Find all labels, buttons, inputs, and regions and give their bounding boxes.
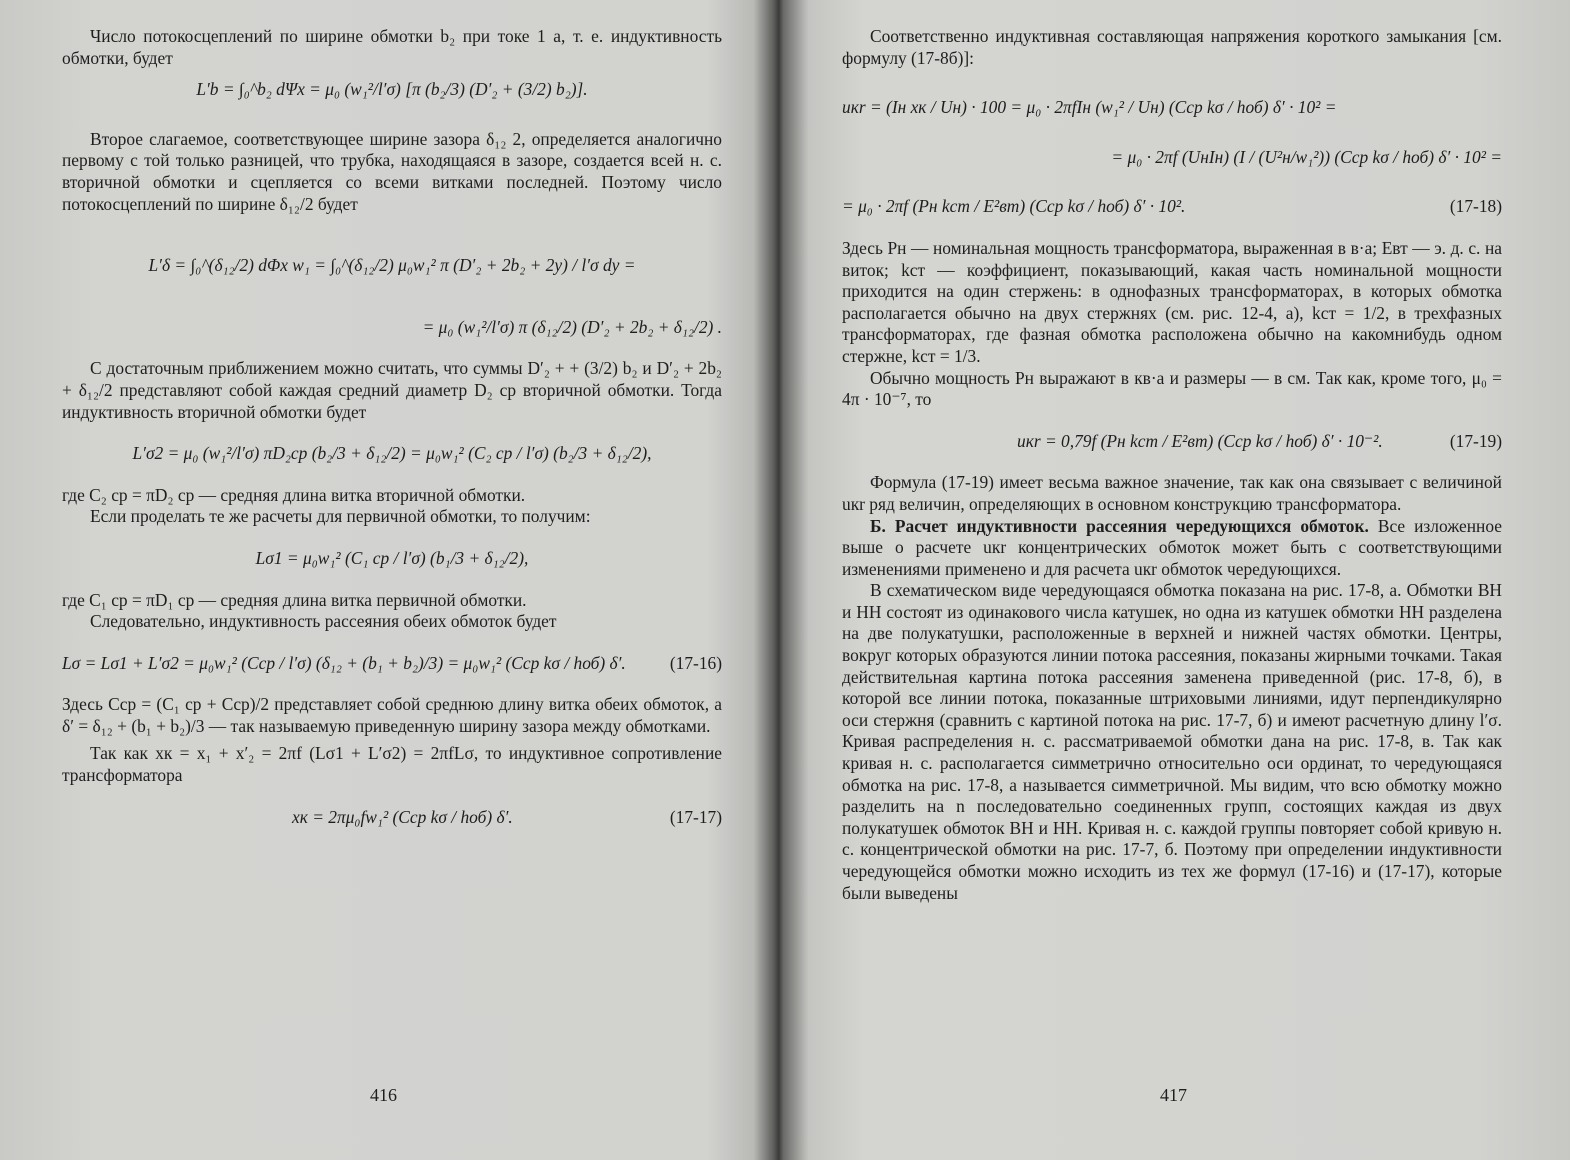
- paragraph: Следовательно, индуктивность рассеяния обеих обмоток будет: [90, 611, 557, 632]
- section-paragraph: [842, 516, 1502, 581]
- formula-lsigma2: L′σ2 = μ₀ (w₁²/l′σ) πD₂ср (b₂/3 + δ₁₂/2) = μ₀w₁² (C₂ ср / l′σ) (b₂/3 + δ₁₂/2),: [132, 443, 652, 464]
- equation-number: (17-19): [1449, 430, 1502, 451]
- formula-lsigma1: Lσ1 = μ₀w₁² (C₁ ср / l′σ) (b₁/3 + δ₁₂/2),: [255, 547, 529, 568]
- paragraph: Если проделать те же расчеты для первичной обмотки, то получим:: [90, 506, 591, 527]
- equation-body: xк = 2πμ₀fw₁² (Cср kσ / hоб) δ′.: [292, 806, 513, 827]
- equation-body: Lσ = Lσ1 + L′σ2 = μ₀w₁² (Cср / l′σ) (δ₁₂ + (b₁ + b₂)/3) = μ₀w₁² (Cср kσ / hоб) δ′.: [62, 652, 626, 673]
- paragraph: С достаточным приближением можно считать, что суммы D′₂ + + (3/2) b₂ и D′₂ + 2b₂ + δ₁₂/2 представляют собой каждая средний диаметр D₂ ср вторичной обмотки. Тогда индуктивность вторичной обмотки будет: [62, 358, 722, 422]
- equation-body: = μ₀ · 2πf (Pн kст / E²вт) (Cср kσ / hоб) δ′ · 10².: [842, 196, 1186, 217]
- paragraph: Здесь Cср = (C₁ ср + Cср)/2 представляет собой среднюю длину витка обеих обмоток, а δ′ = δ₁₂ + (b₁ + b₂)/3 — так называемую приведенную ширину зазора между обмотками.: [62, 694, 722, 736]
- equation-17-18: [842, 196, 1502, 218]
- paragraph: Так как xк = x₁ + x′₂ = 2πf (Lσ1 + L′σ2) = 2πfLσ, то индуктивное сопротивление трансформатора: [62, 743, 722, 786]
- paragraph: Соответственно индуктивная составляющая напряжения короткого замыкания [см. формулу (17-8б)]:: [842, 26, 1502, 68]
- paragraph: Число потокосцеплений по ширине обмотки b₂ при токе 1 а, т. е. индуктивность обмотки, будет: [62, 26, 722, 68]
- paragraph: где C₂ ср = πD₂ ср — средняя длина витка вторичной обмотки.: [62, 484, 526, 505]
- right-column: [842, 26, 1502, 904]
- formula-lb: L′b = ∫₀^b₂ dΨx = μ₀ (w₁²/l′σ) [π (b₂/3) (D′₂ + (3/2) b₂)].: [196, 79, 588, 100]
- formula-ldelta-result: = μ₀ (w₁²/l′σ) π (δ₁₂/2) (D′₂ + 2b₂ + δ₁₂/2) .: [422, 316, 722, 337]
- paragraph: В схематическом виде чередующаяся обмотка показана на рис. 17-8, а. Обмотки ВН и НН состоят из одинакового числа катушек, но одна из катушек обмотки НН разделена на две полукатушки, расположенные в верхней и нижней частях обмотки. Центры, вокруг которых образуются линии потока рассеяния, показаны жирными точками. Такая действительная картина потока рассеяния заменена приведенной (рис. 17-8, б), в которой все линии потока, показанные штриховыми линиями, идут перпендикулярно оси стержня (сравнить с картиной потока на рис. 17-7, б) и имеют расчетную длину l′σ. Кривая распределения н. с. рассматриваемой обмотки дана на рис. 17-8, в. Так как кривая н. с. располагается симметрично относительно оси ординат, то чередующаяся обмотка на рис. 17-8, а называется симметричной. Мы видим, что всю обмотку можно разделить на n последовательно соединенных групп, состоящих каждая из двух полукатушек обмоток ВН и НН. Кривая н. с. каждой группы повторяет собой кривую н. с. концентрической обмотки на рис. 17-7, б. Поэтому при определении индуктивности чередующейся обмотки можно исходить из тех же формул (17-16) и (17-17), которые были выведены: [842, 580, 1502, 903]
- equation-17-16: [62, 653, 722, 675]
- section-text: Все изложенное выше о расчете uкr концентрических обмоток может быть с соответствующими изменениями применено и для расчета uкr обмоток чередующихся.: [842, 515, 1502, 579]
- paragraph: Обычно мощность Pн выражают в кв·а и размеры — в см. Так как, кроме того, μ₀ = 4π · 10⁻⁷, то: [842, 367, 1502, 410]
- formula-ldelta: L′δ = ∫₀^(δ₁₂/2) dΦx w₁ = ∫₀^(δ₁₂/2) μ₀w₁² π (D′₂ + 2b₂ + 2y) / l′σ dy =: [148, 255, 636, 276]
- equation-17-17: [62, 807, 722, 829]
- paragraph: Формула (17-19) имеет весьма важное значение, так как она связывает с величиной uкr ряд величин, определяющих в основном конструкцию трансформатора.: [842, 472, 1502, 514]
- section-heading: Б. Расчет индуктивности рассеяния чередующихся обмоток.: [870, 515, 1369, 536]
- page-number: 417: [1160, 1085, 1187, 1105]
- formula-ukr: uкr = (Iн xк / Uн) · 100 = μ₀ · 2πfIн (w₁² / Uн) (Cср kσ / hоб) δ′ · 10² =: [842, 97, 1337, 118]
- equation-number: (17-17): [669, 806, 722, 827]
- formula-ukr-cont: = μ₀ · 2πf (UнIн) (I / (U²н/w₁²)) (Cср kσ / hоб) δ′ · 10² =: [1111, 146, 1502, 167]
- page-number: 416: [370, 1085, 397, 1105]
- left-page: [0, 0, 778, 1160]
- paragraph: Здесь Pн — номинальная мощность трансформатора, выраженная в в·а; Eвт — э. д. с. на виток; kст — коэффициент, показывающий, какая часть номинальной мощности приходится на один стержень: в однофазных трансформаторах, в которых обмотка располагается обычно на двух стержнях (см. рис. 12-4, а), kст = 1/2, в трехфазных трансформаторах, где фазная обмотка расположена обычно на какомнибудь одном стержне, kст = 1/3.: [842, 237, 1502, 366]
- equation-body: uкr = 0,79f (Pн kст / E²вт) (Cср kσ / hоб) δ′ · 10⁻².: [1017, 430, 1383, 451]
- paragraph: где C₁ ср = πD₁ ср — средняя длина витка первичной обмотки.: [62, 589, 527, 610]
- equation-number: (17-18): [1449, 196, 1502, 217]
- paragraph: Второе слагаемое, соответствующее ширине зазора δ₁₂ 2, определяется аналогично первому с той только разницей, что трубка, находящаяся в зазоре, создается всей н. с. вторичной обмотки и сцепляется со всеми витками последней. Поэтому число потокосцеплений по ширине δ₁₂/2 будет: [62, 128, 722, 214]
- equation-number: (17-16): [669, 652, 722, 673]
- left-column: [62, 26, 722, 828]
- right-page: [790, 0, 1570, 1160]
- equation-17-19: [842, 431, 1502, 453]
